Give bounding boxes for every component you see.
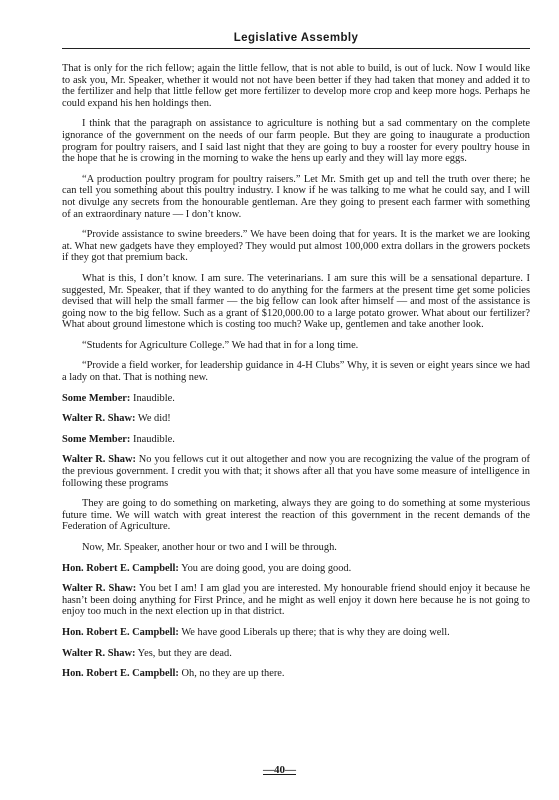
speech-paragraph	[62, 393, 530, 405]
paragraph-text: What is this, I don’t know. I am sure. The veterinarians. I am sure this will be a sensational departure. I suggested, Mr. Speaker, that if they wanted to do anything for the farmers at the present time get some policies devised that will help the small farmer — the big fellow can look after himself — and most of the assistance is going now to the big fellow. Such as a grant of $120,000.00 to a large potato grower. What about our fertilizer? What about ground limestone which is costing too much? Wake up, gentlemen and take another look.	[62, 272, 530, 331]
running-header: Legislative Assembly	[233, 32, 359, 44]
body-paragraph	[62, 229, 530, 264]
paragraph-text: We did!	[137, 413, 171, 425]
speech-paragraph	[62, 413, 530, 425]
speaker-name: Some Member:	[62, 392, 131, 404]
paragraph-text: I think that the paragraph on assistance to agriculture is nothing but a sad commentary on the complete ignorance of the government on the needs of our farm people. But they are going to inaugurate a production program for poultry raisers, and I said last night that they are going to buy a rooster for every poultry house in the hope that he is crowing in the morning to wake the hens up early and they will lay more eggs.	[62, 118, 530, 165]
paragraph-text: We have good Liberals up there; that is why they are doing well.	[181, 626, 450, 638]
speaker-name: Walter R. Shaw:	[62, 647, 136, 659]
paragraph-text: Now, Mr. Speaker, another hour or two and I will be through.	[82, 542, 337, 553]
body-paragraph	[62, 273, 530, 331]
paragraph-text: Oh, no they are up there.	[181, 668, 285, 680]
page-number: —40—	[263, 764, 296, 776]
speech-paragraph	[62, 668, 530, 680]
page-number-footer	[0, 764, 559, 776]
speaker-name: Hon. Robert E. Campbell:	[62, 668, 179, 680]
speaker-name: Walter R. Shaw:	[62, 583, 137, 595]
paragraph-text: They are going to do something on marketing, always they are going to do something at some mysterious future time. We will watch with great interest the reaction of this government in the recent demands of the Federation of Agriculture.	[62, 498, 530, 533]
paragraph-text: “Provide a field worker, for leadership guidance in 4-H Clubs” Why, it is seven or eight years since we had a lady on that. That is nothing new.	[62, 360, 530, 384]
speaker-name: Hon. Robert E. Campbell:	[62, 626, 179, 638]
body-paragraph	[62, 118, 530, 164]
speech-paragraph	[62, 454, 530, 489]
header-rule	[62, 48, 530, 49]
paragraph-text: Inaudible.	[133, 433, 175, 445]
speech-paragraph	[62, 583, 530, 618]
paragraph-text: That is only for the rich fellow; again the little fellow, that is not able to build, is out of luck. Now I would like to ask you, Mr. Speaker, whether it would not not have been better if they had taken that money and added it to the fertilizer and help that little fellow get more fertilizer to develop more crop and keep more hogs. Perhaps he could expand his hen holdings then.	[62, 63, 530, 109]
speaker-name: Walter R. Shaw:	[62, 413, 136, 425]
body-paragraph	[62, 360, 530, 383]
document-page	[62, 30, 530, 689]
paragraph-text: “A production poultry program for poultry raisers.” Let Mr. Smith get up and tell the truth over there; he can tell you something about this poultry industry. I know if he was talking to me what he could say, and I will not divulge any secrets from the honourable gentleman. Are they going to present each farmer with something of an extraordinary nature — I don’t know.	[62, 173, 530, 220]
paragraph-text: Inaudible.	[133, 392, 175, 404]
paragraph-text: “Students for Agriculture College.” We had that in for a long time.	[82, 339, 359, 351]
speech-paragraph	[62, 434, 530, 446]
speaker-name: Walter R. Shaw:	[62, 454, 136, 466]
speaker-name: Some Member:	[62, 433, 131, 445]
body-text	[62, 63, 530, 680]
body-paragraph	[62, 542, 530, 554]
paragraph-text: You bet I am! I am glad you are interested. My honourable friend should enjoy it because he hasn’t been doing anything for First Prince, and he might as well enjoy it down here because he is not going to enjoy too much in the next election up in that district.	[62, 583, 530, 618]
paragraph-text: Yes, but they are dead.	[137, 647, 232, 659]
body-paragraph	[62, 498, 530, 533]
speech-paragraph	[62, 627, 530, 639]
body-paragraph	[62, 174, 530, 220]
speaker-name: Hon. Robert E. Campbell:	[62, 562, 179, 574]
body-paragraph	[62, 63, 530, 109]
paragraph-text: No you fellows cut it out altogether and now you are recognizing the value of the program of the previous government. I credit you with that; it shows after all that you have some measure of intelligence in following these programs	[62, 454, 530, 489]
paragraph-text: You are doing good, you are doing good.	[181, 562, 352, 574]
paragraph-text: “Provide assistance to swine breeders.” We have been doing that for years. It is the market we are looking at. What new gadgets have they employed? They would put almost 100,000 extra dollars in the growers pockets if they got that premium back.	[62, 229, 530, 264]
speech-paragraph	[62, 648, 530, 660]
body-paragraph	[62, 340, 530, 352]
speech-paragraph	[62, 563, 530, 575]
